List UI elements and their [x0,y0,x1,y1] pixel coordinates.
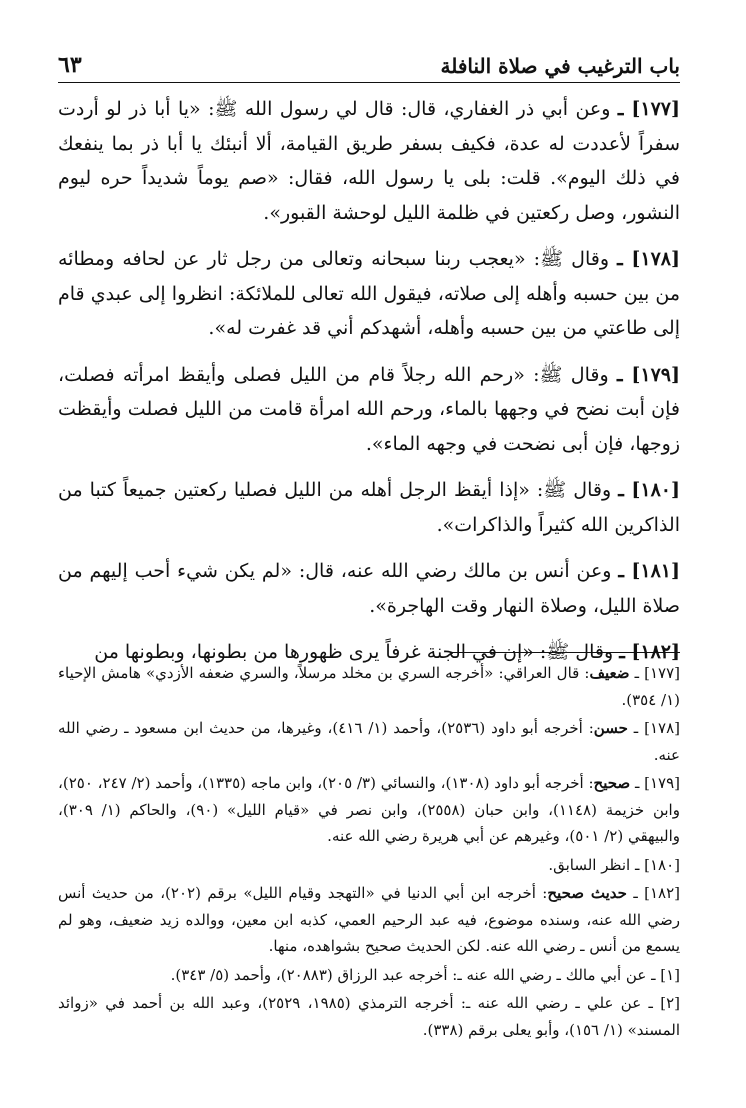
hadith-paragraph [58,358,680,462]
footnote [58,770,680,850]
hadith-number: [١٧٨] ـ [617,248,681,270]
hadith-text: وعن أبي ذر الغفاري، قال: قال لي رسول الله ﷺ: «يا أبا ذر لو أردت سفراً لأعددت له عدة، فكيف بسفر طريق القيامة، ألا أنبئك يا أبا ذر بما ينفعك في ذلك اليوم». قلت: بلى يا رسول الله، فقال: «صم يوماً شديداً حره ليوم النشور، وصل ركعتين في ظلمة الليل لوحشة القبور». [58,98,680,224]
footnote-separator [450,652,680,653]
footnote-grade: حسن [593,719,628,737]
footnote-text: : أخرجه أبو داود (٢٥٣٦)، وأحمد (١/ ٤١٦)، وغيرها، من حديث ابن مسعود ـ رضي الله عنه. [58,719,680,764]
hadith-number: [١٨١] ـ [618,560,681,582]
hadith-paragraph [58,242,680,346]
hadith-paragraph [58,92,680,230]
hadith-text: وقال ﷺ: «إذا أيقظ الرجل أهله من الليل فصليا ركعتين جميعاً كتبا من الذاكرين الله كثيراً والذاكرات». [58,479,680,536]
hadith-text: وعن أنس بن مالك رضي الله عنه، قال: «لم يكن شيء أحب إليهم من صلاة الليل، وصلاة النهار وقت الهاجرة». [58,560,680,617]
footnote-grade: ضعيف [589,664,630,682]
footnote-ref: [١٧٨] ـ [633,719,680,737]
running-title: باب الترغيب في صلاة النافلة [440,54,680,78]
footnote-ref: [٢] ـ [648,994,680,1012]
hadith-text: وقال ﷺ: «رحم الله رجلاً قام من الليل فصلى وأيقظ امرأته فصلت، فإن أبت نضح في وجهها بالماء، ورحم الله امرأة قامت من الليل فصلت وأيقظت زوجها، فإن أبى نضحت في وجهه الماء». [58,363,680,455]
hadith-paragraph [58,473,680,542]
hadith-number: [١٧٧] ـ [617,98,681,120]
footnote [58,852,680,879]
footnote [58,962,680,989]
footnote-text: : أخرجه أبو داود (١٣٠٨)، والنسائي (٣/ ٢٠٥)، وابن ماجه (١٣٣٥)، وأحمد (٢/ ٢٤٧، ٢٥٠)، وابن خزيمة (١١٤٨)، وابن حبان (٢٥٥٨)، وابن نصر في «قيام الليل» (٩٠)، والحاكم (١/ ٣٠٩)، والبيهقي (٢/ ٥٠١)، وغيرهم عن أبي هريرة رضي الله عنه. [58,774,680,845]
hadith-text: وقال ﷺ: «يعجب ربنا سبحانه وتعالى من رجل ثار عن لحافه ومطائه من بين حسبه وأهله إلى صلاته، فيقول الله تعالى للملائكة: انظروا إلى عبدي قام إلى طاعتي من بين حسبه وأهله، أشهدكم أني قد غفرت له». [58,248,680,339]
footnote-ref: [١] ـ [651,965,680,984]
hadith-number: [١٨٢] ـ [619,641,680,663]
footnote-text: انظر السابق. [548,855,631,874]
main-text [58,92,680,682]
footnote-text: عن أبي مالك ـ رضي الله عنه ـ: أخرجه عبد الرزاق (٢٠٨٨٣)، وأحمد (٥/ ٣٤٣). [170,965,647,984]
footnote [58,660,680,713]
page-header [58,40,680,83]
footnote-ref: [١٧٧] ـ [634,664,680,682]
hadith-number: [١٧٩] ـ [616,363,681,386]
footnote-text: : قال العراقي: «أخرجه السري بن مخلد مرسلاً، والسري ضعفه الأزدي» هامش الإحياء (١/ ٣٥٤). [58,664,680,709]
footnote-text: : أخرجه ابن أبي الدنيا في «التهجد وقيام الليل» برقم (٢٠٢)، من حديث أنس رضي الله عنه، وسنده موضوع، فيه عبد الرحيم العمي، كذبه ابن معين، ووالده زيد ضعيف، وهو لم يسمع من أنس ـ رضي الله عنه. لكن الحديث صحيح بشواهده، منها. [58,884,680,955]
footnote-grade: حديث صحيح [547,884,627,902]
footnotes [58,660,680,1045]
footnote-ref: [١٨٢] ـ [633,884,681,902]
footnote-text: عن علي ـ رضي الله عنه ـ: أخرجه الترمذي (١٩٨٥، ٢٥٢٩)، وعبد الله بن أحمد في «زوائد المسند» (١/ ١٥٦)، وأبو يعلى برقم (٣٣٨). [58,994,680,1039]
footnote-grade: صحيح [593,774,631,792]
footnote-ref: [١٨٠] ـ [634,855,680,874]
hadith-text: وقال ﷺ: «إن في الجنة غرفاً يرى ظهورها من بطونها، وبطونها من [94,641,614,663]
hadith-paragraph [58,554,680,623]
footnote [58,990,680,1043]
footnote-ref: [١٧٩] ـ [634,774,681,792]
page-number: ٦٣ [58,52,82,78]
hadith-number: [١٨٠] ـ [618,479,680,501]
footnote [58,715,680,768]
footnote [58,880,680,960]
